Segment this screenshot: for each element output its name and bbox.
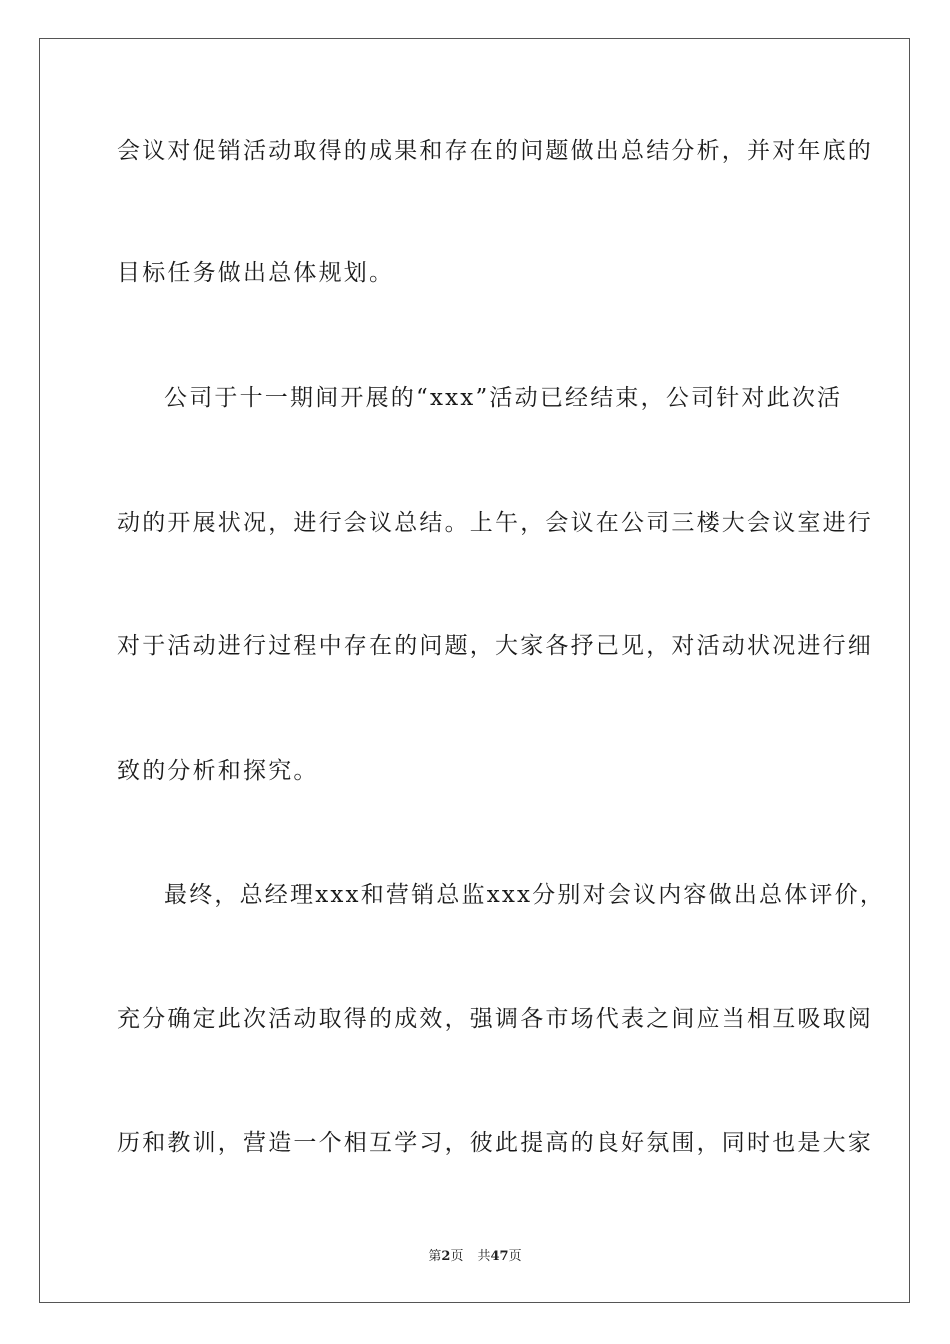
body-line-6: 致的分析和探究。 <box>117 758 319 784</box>
body-line-1: 会议对促销活动取得的成果和存在的问题做出总结分析，并对年底的 <box>117 138 873 164</box>
body-line-2: 目标任务做出总体规划。 <box>117 260 395 286</box>
page-suffix: 页 <box>450 1249 464 1264</box>
body-line-3: 公司于十一期间开展的“xxx”活动已经结束，公司针对此次活 <box>164 385 843 411</box>
page-number: 2 <box>441 1249 451 1264</box>
body-line-9: 历和教训，营造一个相互学习，彼此提高的良好氛围，同时也是大家 <box>117 1130 873 1156</box>
body-line-4: 动的开展状况，进行会议总结。上午，会议在公司三楼大会议室进行 <box>117 510 873 536</box>
body-line-8: 充分确定此次活动取得的成效，强调各市场代表之间应当相互吸取阅 <box>117 1006 873 1032</box>
total-prefix: 共 <box>477 1249 491 1264</box>
page-border <box>39 38 910 1303</box>
page-prefix: 第 <box>428 1249 442 1264</box>
body-line-5: 对于活动进行过程中存在的问题，大家各抒己见，对活动状况进行细 <box>117 633 873 659</box>
total-suffix: 页 <box>508 1249 522 1264</box>
body-line-7: 最终，总经理xxx和营销总监xxx分别对会议内容做出总体评价， <box>164 882 886 908</box>
total-pages: 47 <box>490 1249 509 1264</box>
page-footer <box>0 1248 950 1266</box>
